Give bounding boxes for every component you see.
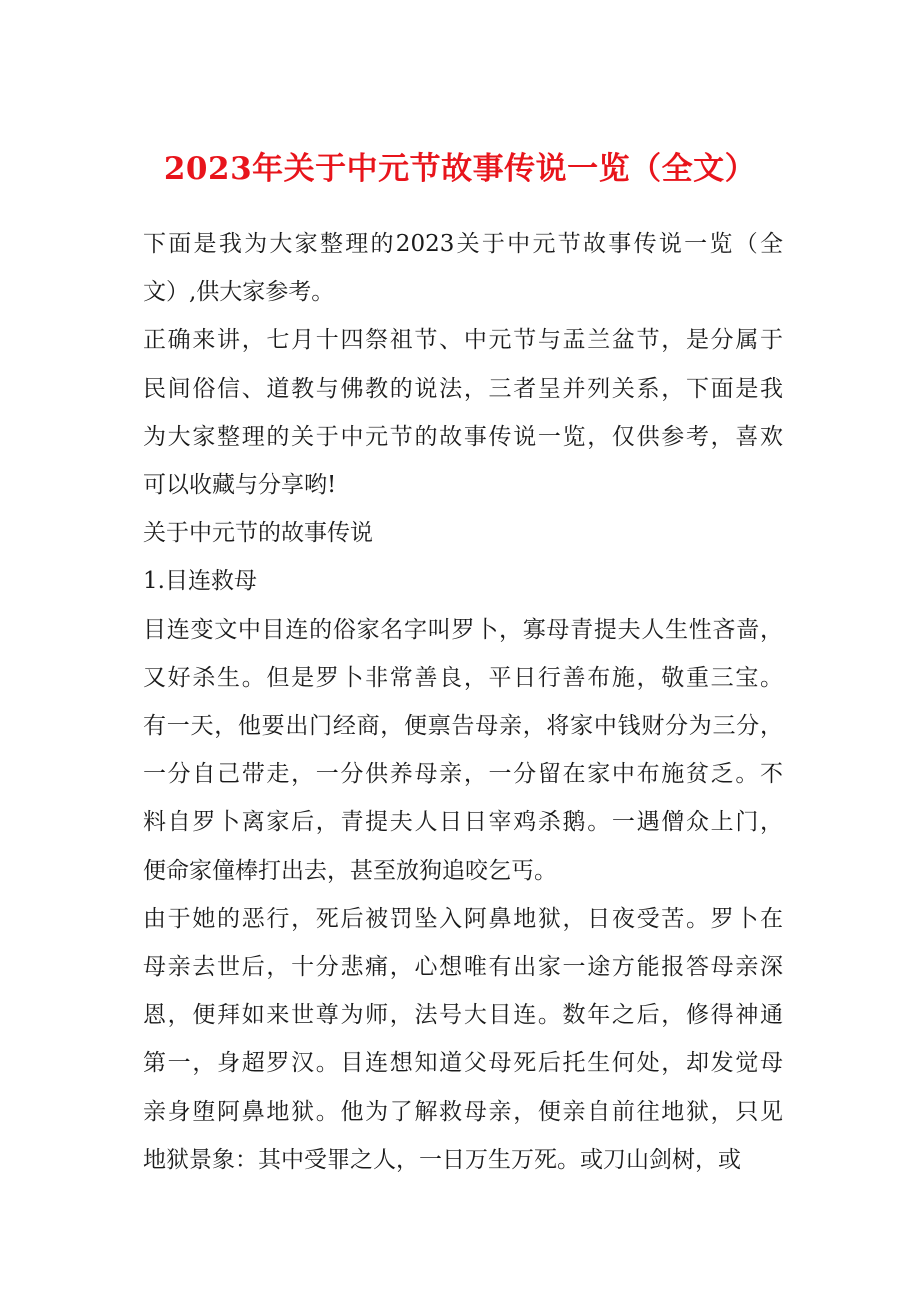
text-line: 亲身堕阿鼻地狱。他为了解救母亲，便亲自前往地狱，只见 [143, 1098, 783, 1125]
story-paragraph-2 [143, 895, 783, 1184]
document-body [143, 220, 783, 1184]
text-line: 正确来讲，七月十四祭祖节、中元节与盂兰盆节，是分属于 [143, 327, 783, 354]
text-line: 又好杀生。但是罗卜非常善良，平日行善布施，敬重三宝。 [143, 664, 783, 691]
text-line: 有一天，他要出门经商，便禀告母亲，将家中钱财分为三分， [143, 713, 783, 740]
text-line: 母亲去世后，十分悲痛，心想唯有出家一途方能报答母亲深 [143, 954, 783, 981]
text-line: 地狱景象：其中受罪之人，一日万生万死。或刀山剑树，或 [143, 1146, 741, 1173]
text-line: 目连变文中目连的俗家名字叫罗卜，寡母青提夫人生性吝啬， [143, 616, 783, 643]
text-line: 便命家僮棒打出去，甚至放狗追咬乞丐。 [143, 857, 557, 884]
text-line: 文）,供大家参考。 [143, 279, 335, 306]
text-line: 下面是我为大家整理的2023关于中元节故事传说一览（全 [143, 231, 783, 257]
text-line: 由于她的恶行，死后被罚坠入阿鼻地狱，日夜受苦。罗卜在 [143, 905, 783, 932]
story-heading [143, 557, 783, 605]
text-line: 可以收藏与分享哟! [143, 472, 337, 499]
text-line: 料自罗卜离家后，青提夫人日日宰鸡杀鹅。一遇僧众上门， [143, 809, 783, 836]
story-paragraph-1 [143, 606, 783, 895]
text-line: 恩，便拜如来世尊为师，法号大目连。数年之后，修得神通 [143, 1002, 783, 1029]
overview-paragraph [143, 316, 783, 509]
text-line: 1.目连救母 [143, 568, 257, 595]
text-line: 关于中元节的故事传说 [143, 520, 373, 547]
text-line: 一分自己带走，一分供养母亲，一分留在家中布施贫乏。不 [143, 761, 783, 788]
document-title: 2023年关于中元节故事传说一览（全文） [163, 151, 757, 187]
text-line: 为大家整理的关于中元节的故事传说一览，仅供参考，喜欢 [143, 423, 783, 450]
text-line: 民间俗信、道教与佛教的说法，三者呈并列关系，下面是我 [143, 375, 783, 402]
text-line: 第一，身超罗汉。目连想知道父母死后托生何处，却发觉母 [143, 1050, 783, 1077]
section-heading [143, 509, 783, 557]
intro-paragraph [143, 220, 783, 316]
